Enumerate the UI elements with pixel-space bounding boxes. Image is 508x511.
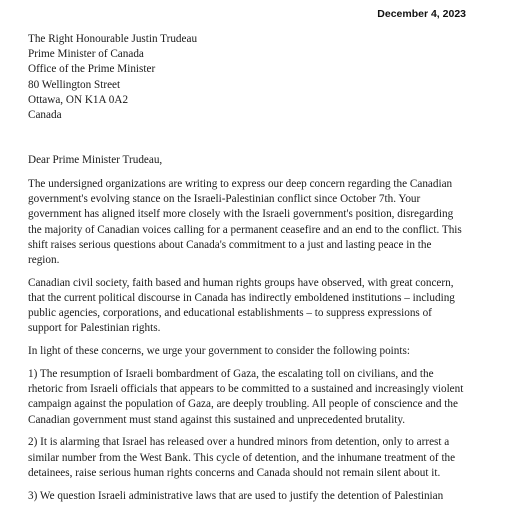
text-line: shift raises serious questions about Canada's commitment to a just and lasting peace in the — [28, 238, 432, 251]
paragraph-civil-society — [28, 276, 506, 337]
recipient-line: 80 Wellington Street — [28, 78, 121, 91]
text-line: public agencies, corporations, and educational establishments – to suppress expressions of — [28, 307, 432, 320]
recipient-line: Canada — [28, 109, 62, 122]
paragraph-point-1 — [28, 367, 506, 428]
paragraph-point-2 — [28, 435, 506, 481]
text-line: Canadian government must stand against this sustained and unprecedented brutality. — [28, 413, 406, 426]
text-line: rhetoric from Israeli officials that appears to be committed to a sustained and increasingly violent — [28, 383, 464, 396]
text-line: that the current political discourse in Canada has indirectly emboldened institutions – including — [28, 292, 455, 305]
letter-date: December 4, 2023 — [377, 8, 466, 20]
text-line: In light of these concerns, we urge your government to consider the following points: — [28, 345, 410, 358]
text-line: government has aligned itself more closely with the Israeli government's position, disregarding — [28, 208, 454, 221]
letter-body — [28, 177, 506, 511]
recipient-line: Ottawa, ON K1A 0A2 — [28, 93, 129, 106]
recipient-address — [28, 32, 197, 123]
text-line: campaign against the population of Gaza, are deeply troubling. All people of conscience and the — [28, 398, 458, 411]
text-line: government's evolving stance on the Israeli-Palestinian conflict since October 7th. Your — [28, 193, 421, 206]
paragraph-concern — [28, 177, 506, 268]
text-line: 2) It is alarming that Israel has released over a hundred minors from detention, only to arrest a — [28, 436, 450, 449]
text-line: 3) We question Israeli administrative laws that are used to justify the detention of Palestinian — [28, 489, 444, 502]
text-line: similar number from the West Bank. This cycle of detention, and the inhumane treatment of the — [28, 451, 456, 464]
text-line: 1) The resumption of Israeli bombardment of Gaza, the escalating toll on civilians, and the — [28, 368, 434, 381]
paragraph-point-3 — [28, 489, 506, 504]
paragraph-urge — [28, 344, 506, 359]
recipient-line: Prime Minister of Canada — [28, 48, 144, 61]
salutation: Dear Prime Minister Trudeau, — [28, 154, 163, 166]
text-line: support for Palestinian rights. — [28, 322, 161, 335]
recipient-line: Office of the Prime Minister — [28, 63, 156, 76]
text-line: detainees, raise serious human rights concerns and Canada should not remain silent about it. — [28, 466, 441, 479]
text-line: region. — [28, 254, 60, 267]
recipient-line: The Right Honourable Justin Trudeau — [28, 33, 198, 45]
text-line: the majority of Canadian voices calling for a permanent ceasefire and an end to the conflict. This — [28, 223, 462, 236]
text-line: The undersigned organizations are writing to express our deep concern regarding the Canadian — [28, 178, 453, 190]
text-line: Canadian civil society, faith based and human rights groups have observed, with great concern, — [28, 276, 454, 289]
